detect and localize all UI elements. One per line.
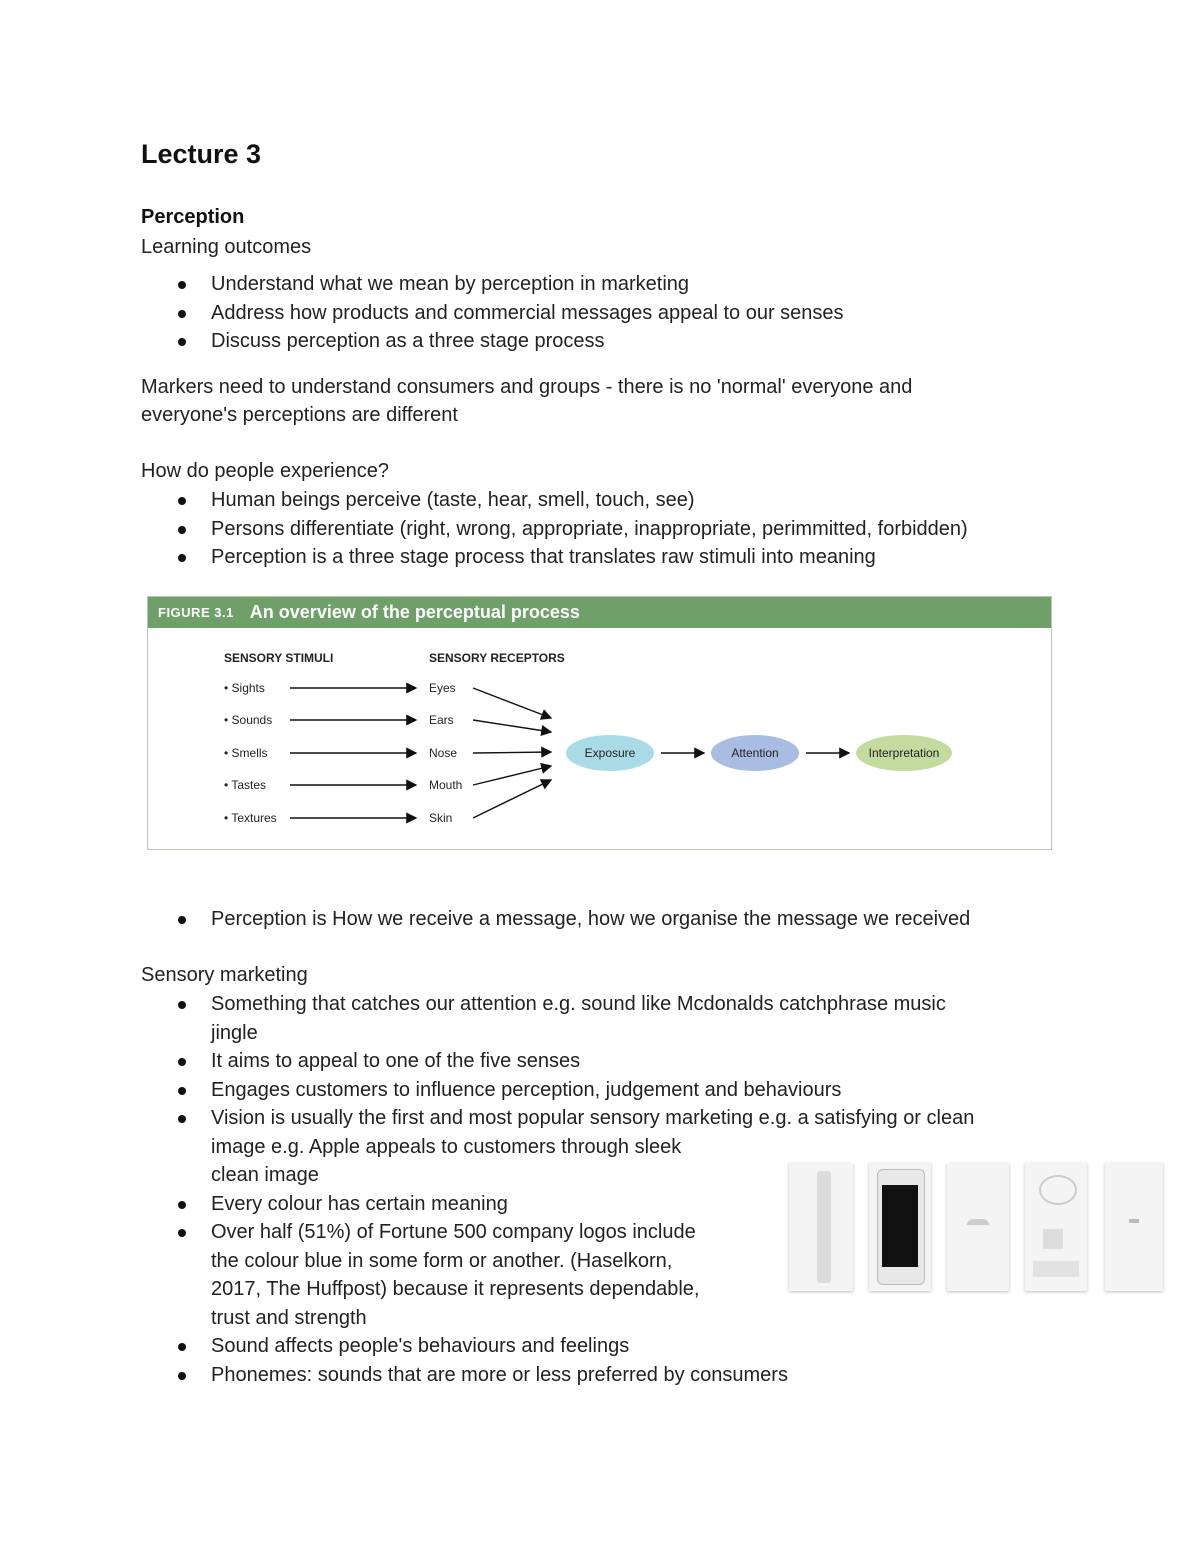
stimulus-label: • Sounds xyxy=(224,713,273,727)
bullet-icon xyxy=(178,1115,186,1123)
stimuli-header: SENSORY STIMULI xyxy=(224,651,334,665)
accessories-photo xyxy=(1025,1163,1087,1291)
bullet-icon xyxy=(178,916,186,924)
receptor-label: Skin xyxy=(429,811,453,825)
receptor-arrow xyxy=(473,766,551,785)
list-item xyxy=(141,1361,1061,1390)
markers-paragraph-line2: everyone's perceptions are different xyxy=(141,404,458,426)
stage-label: Exposure xyxy=(584,746,636,760)
list-item xyxy=(141,1047,1061,1076)
receptor-label: Ears xyxy=(429,713,454,727)
learning-outcomes-list xyxy=(141,270,1061,356)
learning-outcomes-heading: Learning outcomes xyxy=(141,236,312,258)
figure-header xyxy=(148,597,1051,628)
list-item: Discuss perception as a three stage process xyxy=(141,327,1061,356)
sensory-heading: Sensory marketing xyxy=(141,964,308,986)
list-item-text: Vision is usually the first and most popular sensory marketing e.g. a satisfying or clean xyxy=(211,1107,975,1129)
box-lid-photo xyxy=(1105,1163,1163,1291)
bullet-icon xyxy=(178,554,186,562)
stimulus-label: • Smells xyxy=(224,746,268,760)
receptor-arrows xyxy=(473,688,551,818)
bullet-icon xyxy=(178,1058,186,1066)
stage-label: Attention xyxy=(731,746,779,760)
list-item-text: image e.g. Apple appeals to customers through sleek xyxy=(211,1135,682,1158)
list-item xyxy=(141,1332,1061,1361)
experience-list xyxy=(141,486,1061,572)
bullet-icon xyxy=(178,526,186,534)
list-item-text: It aims to appeal to one of the five senses xyxy=(211,1050,581,1072)
list-item-text: Phonemes: sounds that are more or less preferred by consumers xyxy=(211,1363,788,1386)
box-photo xyxy=(947,1163,1009,1291)
bullet-icon xyxy=(178,1201,186,1209)
bullet-icon xyxy=(178,1229,186,1237)
perceptual-process-figure xyxy=(147,596,1052,850)
list-item xyxy=(141,990,1061,1047)
list-item-text: Over half (51%) of Fortune 500 company logos include xyxy=(211,1221,696,1243)
receptors-header: SENSORY RECEPTORS xyxy=(429,651,565,665)
bullet-icon xyxy=(178,338,186,346)
list-item-text: Engages customers to influence perception, judgement and behaviours xyxy=(211,1078,842,1101)
experience-heading: How do people experience? xyxy=(141,460,389,482)
receptor-arrow xyxy=(473,752,551,753)
page-title: Lecture 3 xyxy=(141,139,262,169)
list-item: Understand what we mean by perception in marketing xyxy=(141,270,1061,299)
markers-paragraph-line1: Markers need to understand consumers and groups - there is no 'normal' everyone and xyxy=(141,376,913,398)
list-item: Human beings perceive (taste, hear, smell, touch, see) xyxy=(141,486,1061,515)
bullet-icon xyxy=(178,1087,186,1095)
perceptual-process-diagram xyxy=(148,628,1051,849)
list-item-text: Something that catches our attention e.g. sound like Mcdonalds catchphrase music xyxy=(211,993,946,1015)
list-item: Perception is How we receive a message, how we organise the message we received xyxy=(141,905,1061,934)
perception-list xyxy=(141,905,1061,934)
list-item-text: Every colour has certain meaning xyxy=(211,1192,508,1215)
list-item xyxy=(141,1076,1061,1105)
list-item-text: clean image xyxy=(211,1164,319,1186)
bullet-icon xyxy=(178,1001,186,1009)
stimulus-label: • Sights xyxy=(224,681,265,695)
iphone-front-photo xyxy=(869,1163,931,1291)
figure-number: FIGURE 3.1 xyxy=(158,605,234,620)
list-item-text: 2017, The Huffpost) because it represents dependable, xyxy=(211,1278,700,1300)
list-item: Perception is a three stage process that translates raw stimuli into meaning xyxy=(141,543,1061,572)
list-item: Address how products and commercial messages appeal to our senses xyxy=(141,299,1061,328)
list-item-text: jingle xyxy=(211,1021,258,1044)
apple-packaging-photos xyxy=(785,1163,1165,1293)
stage-label: Interpretation xyxy=(868,746,940,760)
bullet-icon xyxy=(178,310,186,318)
list-item-text: trust and strength xyxy=(211,1306,367,1329)
stimulus-label: • Textures xyxy=(224,811,277,825)
bullet-icon xyxy=(178,1372,186,1380)
stimulus-label: • Tastes xyxy=(224,778,266,792)
stage-row xyxy=(565,734,953,772)
section-heading: Perception xyxy=(141,206,245,228)
receptor-label: Mouth xyxy=(429,778,463,792)
bullet-icon xyxy=(178,497,186,505)
stimuli-rows xyxy=(224,681,462,825)
receptor-label: Nose xyxy=(429,746,458,760)
receptor-label: Eyes xyxy=(429,681,456,695)
list-item-text: Sound affects people's behaviours and feelings xyxy=(211,1335,630,1357)
list-item-text: the colour blue in some form or another. (Haselkorn, xyxy=(211,1249,673,1272)
receptor-arrow xyxy=(473,720,551,732)
bullet-icon xyxy=(178,281,186,289)
figure-title: An overview of the perceptual process xyxy=(249,602,580,622)
list-item: Persons differentiate (right, wrong, appropriate, inappropriate, perimmitted, forbidden) xyxy=(141,515,1061,544)
bullet-icon xyxy=(178,1343,186,1351)
receptor-arrow xyxy=(473,780,551,818)
iphone-side-photo xyxy=(789,1163,853,1291)
receptor-arrow xyxy=(473,688,551,718)
